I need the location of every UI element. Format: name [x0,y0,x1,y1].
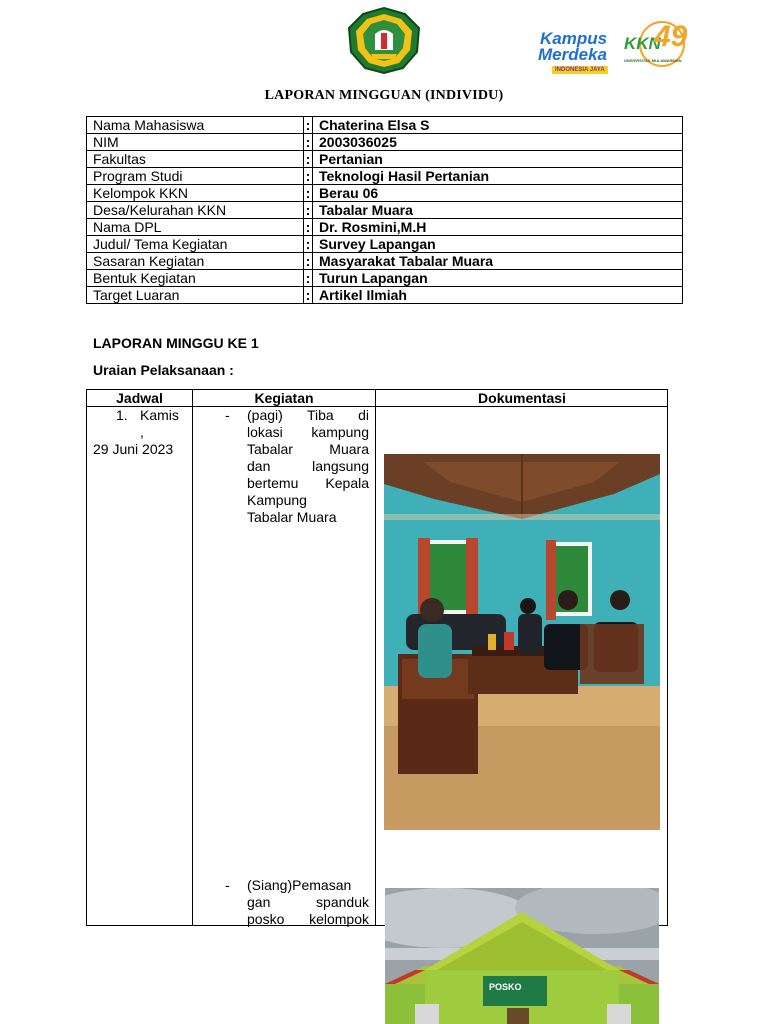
info-separator: : [304,168,313,185]
activity-1-text [247,407,369,526]
info-value: Artikel Ilmiah [313,287,683,304]
info-value: Tabalar Muara [313,202,683,219]
info-value: Teknologi Hasil Pertanian [313,168,683,185]
schedule-number: 1. [116,407,128,423]
info-value: Pertanian [313,151,683,168]
info-value: Masyarakat Tabalar Muara [313,253,683,270]
activity-1-dash: - [225,407,230,423]
info-separator: : [304,287,313,304]
info-label: Judul/ Tema Kegiatan [87,236,304,253]
activity-1-line: dan langsung [247,458,369,474]
info-separator: : [304,134,313,151]
info-label: Target Luaran [87,287,304,304]
info-label: Desa/Kelurahan KKN [87,202,304,219]
info-row [87,134,683,151]
kampus-text: Kampus [540,29,608,48]
column-divider [192,390,193,925]
info-row [87,219,683,236]
info-row [87,117,683,134]
posko-photo [385,888,659,1024]
info-separator: : [304,236,313,253]
info-separator: : [304,117,313,134]
info-row [87,151,683,168]
info-separator: : [304,219,313,236]
activity-1-line: Kampung [247,492,307,508]
schedule-date: 29 Juni 2023 [93,441,174,457]
info-row [87,168,683,185]
info-row [87,287,683,304]
info-label: Sasaran Kegiatan [87,253,304,270]
column-header-dokumentasi: Dokumentasi [478,390,566,406]
schedule-comma: , [140,424,144,440]
activity-1-line: lokasi kampung [247,424,369,440]
info-label: Nama Mahasiswa [87,117,304,134]
uraian-heading: Uraian Pelaksanaan : [93,362,234,378]
column-divider [375,390,376,925]
info-row [87,202,683,219]
activity-2-text [247,877,369,928]
meeting-photo [384,454,660,830]
activity-2-line: gan spanduk [247,894,369,910]
info-value: Dr. Rosmini,M.H [313,219,683,236]
info-value: Chaterina Elsa S [313,117,683,134]
activity-1-line: Tabalar Muara [247,441,369,457]
info-value: 2003036025 [313,134,683,151]
kkn-text: KKN [624,34,661,53]
info-label: NIM [87,134,304,151]
activity-2-line: posko kelompok [247,911,369,927]
schedule-day: Kamis [140,407,179,423]
student-info-table [86,116,683,304]
indonesia-jaya-tag: INDONESIA JAYA [552,66,608,74]
info-value: Berau 06 [313,185,683,202]
info-value: Survey Lapangan [313,236,683,253]
info-label: Bentuk Kegiatan [87,270,304,287]
report-title: LAPORAN MINGGUAN (INDIVIDU) [264,88,504,103]
info-row [87,253,683,270]
kkn-university-text: UNIVERSITAS MULAWARMAN [624,58,682,63]
merdeka-text: Merdeka [538,45,607,64]
kkn-49-logo [624,14,688,80]
activity-2-dash: - [225,877,230,893]
activity-1-line: Tabalar Muara [247,509,337,525]
info-row [87,236,683,253]
info-label: Fakultas [87,151,304,168]
info-separator: : [304,270,313,287]
kampus-merdeka-logo [538,30,622,78]
activity-1-line: bertemu Kepala [247,475,369,491]
kkn-number: 49 [654,20,688,53]
column-header-kegiatan: Kegiatan [254,390,314,406]
info-value: Turun Lapangan [313,270,683,287]
info-row [87,270,683,287]
info-separator: : [304,253,313,270]
info-row [87,185,683,202]
info-label: Nama DPL [87,219,304,236]
university-logo [345,6,423,74]
posko-banner-text: POSKO [489,982,522,992]
activity-2-line: (Siang)Pemasan [247,877,352,893]
week-heading: LAPORAN MINGGU KE 1 [93,335,259,351]
info-separator: : [304,151,313,168]
info-label: Kelompok KKN [87,185,304,202]
info-separator: : [304,202,313,219]
column-header-jadwal: Jadwal [116,390,163,406]
kampus-merdeka-kkn-logo [538,14,688,80]
activity-1-line: (pagi) Tiba di [247,407,369,423]
info-label: Program Studi [87,168,304,185]
info-separator: : [304,185,313,202]
